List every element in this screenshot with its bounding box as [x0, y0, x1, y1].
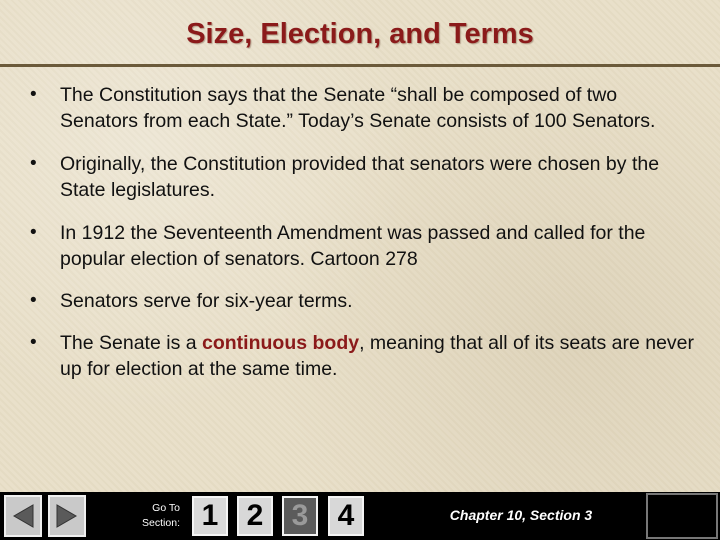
bullet-text	[60, 332, 694, 380]
title-divider	[0, 64, 720, 67]
end-show-button[interactable]	[646, 493, 718, 539]
bullet-item	[24, 82, 696, 134]
section-2-button[interactable]: 2	[237, 496, 273, 536]
chapter-section-label: Chapter 10, Section 3	[449, 507, 593, 523]
section-4-button[interactable]: 4	[328, 496, 364, 536]
previous-slide-button[interactable]	[4, 495, 42, 537]
bullet-item	[24, 288, 696, 314]
bullet-list	[24, 82, 696, 382]
triangle-left-icon	[11, 503, 35, 529]
bullet-icon: •	[30, 290, 37, 311]
bullet-item	[24, 220, 696, 272]
goto-line-1: Go To	[152, 502, 180, 514]
next-slide-button[interactable]	[48, 495, 86, 537]
bullet-text: Originally, the Constitution provided that senators were chosen by the State legislatures.	[60, 153, 660, 201]
bullet-icon: •	[30, 332, 37, 353]
section-3-button[interactable]: 3	[282, 496, 318, 536]
bullet-icon: •	[30, 222, 37, 243]
bullet-icon: •	[30, 153, 37, 174]
bullet-icon: •	[30, 84, 37, 105]
navigation-bar	[0, 492, 720, 540]
bullet-text: The Constitution says that the Senate “shall be composed of two Senators from each State.” Today’s Senate consists of 100 Senators.	[60, 84, 656, 132]
bullet-text-end: , meaning that all of its seats are never up for election at the same time.	[60, 332, 695, 380]
bullet-item	[24, 151, 696, 203]
bullet-text-start: The Senate is a	[60, 332, 203, 354]
goto-section-label	[128, 501, 180, 531]
triangle-right-icon	[55, 503, 79, 529]
section-1-button[interactable]: 1	[192, 496, 228, 536]
term-continuous-body: continuous body	[202, 332, 360, 354]
bullet-text: Senators serve for six-year terms.	[60, 290, 353, 312]
bullet-item	[24, 330, 696, 382]
goto-line-2: Section:	[142, 517, 180, 529]
slide-title: Size, Election, and Terms	[186, 18, 534, 50]
bullet-text: In 1912 the Seventeenth Amendment was passed and called for the popular election of senators. Cartoon 278	[60, 222, 646, 270]
